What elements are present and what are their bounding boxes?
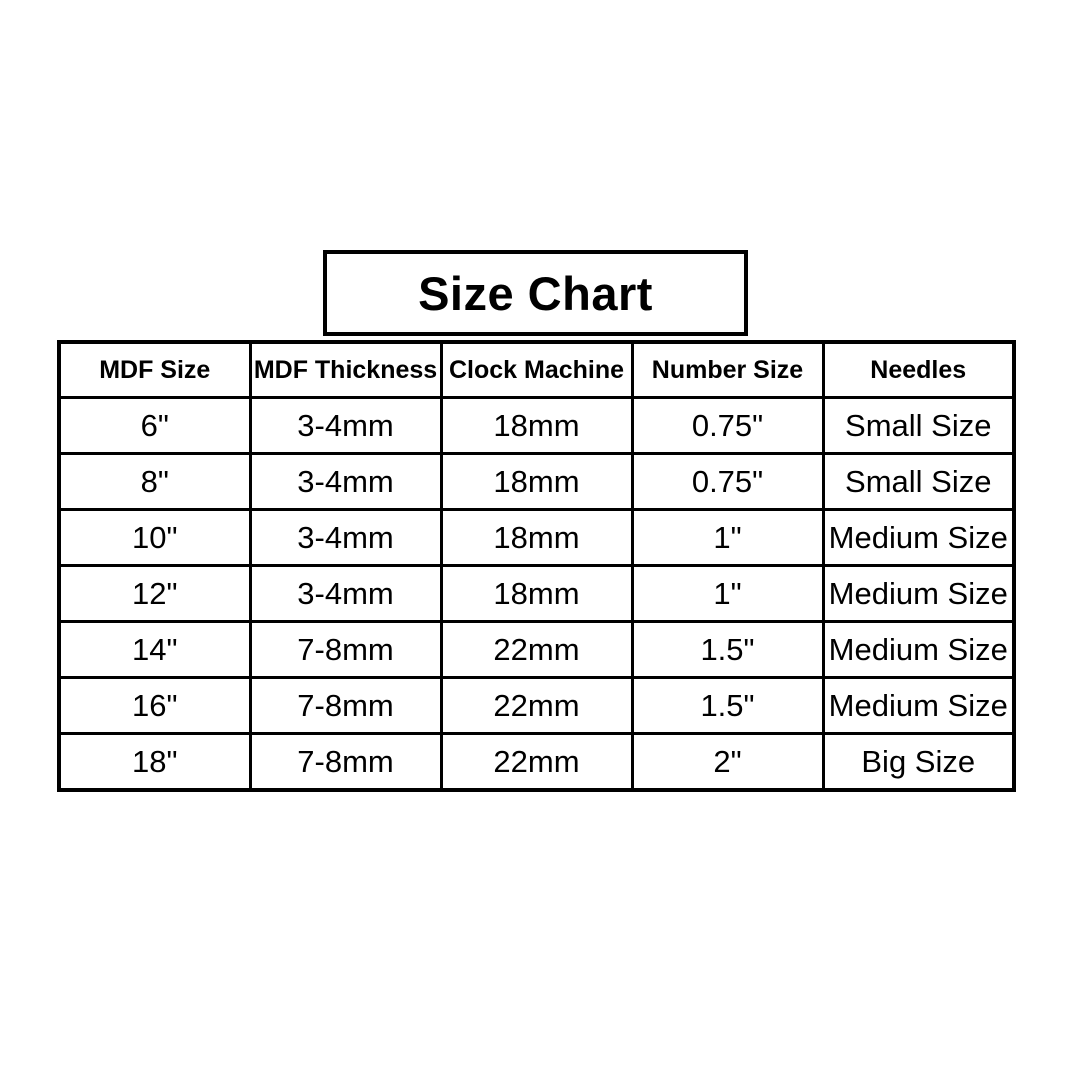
table-row bbox=[59, 734, 1014, 791]
table-cell: Medium Size bbox=[823, 566, 1014, 622]
table-cell: 22mm bbox=[441, 734, 632, 791]
table-cell: 18mm bbox=[441, 566, 632, 622]
table-row bbox=[59, 454, 1014, 510]
size-chart-table-body bbox=[59, 398, 1014, 791]
page-title: Size Chart bbox=[418, 266, 653, 320]
table-cell: 3-4mm bbox=[250, 398, 441, 454]
table-cell: 3-4mm bbox=[250, 454, 441, 510]
column-header: Needles bbox=[823, 342, 1014, 398]
table-cell: 10" bbox=[59, 510, 250, 566]
table-cell: 1" bbox=[632, 566, 823, 622]
table-cell: Small Size bbox=[823, 398, 1014, 454]
table-cell: 12" bbox=[59, 566, 250, 622]
table-cell: 18mm bbox=[441, 454, 632, 510]
table-row bbox=[59, 566, 1014, 622]
table-cell: 1.5" bbox=[632, 622, 823, 678]
table-row bbox=[59, 510, 1014, 566]
table-cell: 22mm bbox=[441, 678, 632, 734]
size-chart-title-box bbox=[323, 250, 748, 336]
table-cell: 18mm bbox=[441, 398, 632, 454]
table-cell: Medium Size bbox=[823, 622, 1014, 678]
table-cell: 14" bbox=[59, 622, 250, 678]
column-header: Number Size bbox=[632, 342, 823, 398]
table-cell: 8" bbox=[59, 454, 250, 510]
table-cell: 6" bbox=[59, 398, 250, 454]
header-row bbox=[59, 342, 1014, 398]
table-cell: 3-4mm bbox=[250, 510, 441, 566]
size-chart-table-head bbox=[59, 342, 1014, 398]
column-header: MDF Size bbox=[59, 342, 250, 398]
table-cell: Small Size bbox=[823, 454, 1014, 510]
table-cell: 18" bbox=[59, 734, 250, 791]
table-cell: 18mm bbox=[441, 510, 632, 566]
table-cell: Big Size bbox=[823, 734, 1014, 791]
table-cell: Medium Size bbox=[823, 678, 1014, 734]
column-header: Clock Machine bbox=[441, 342, 632, 398]
table-row bbox=[59, 398, 1014, 454]
table-cell: 22mm bbox=[441, 622, 632, 678]
table-cell: 7-8mm bbox=[250, 678, 441, 734]
table-row bbox=[59, 678, 1014, 734]
table-cell: 7-8mm bbox=[250, 622, 441, 678]
table-cell: 0.75" bbox=[632, 454, 823, 510]
table-cell: 1" bbox=[632, 510, 823, 566]
size-chart-table bbox=[57, 340, 1016, 792]
table-cell: 2" bbox=[632, 734, 823, 791]
table-cell: 1.5" bbox=[632, 678, 823, 734]
table-cell: 16" bbox=[59, 678, 250, 734]
column-header: MDF Thickness bbox=[250, 342, 441, 398]
table-row bbox=[59, 622, 1014, 678]
table-cell: Medium Size bbox=[823, 510, 1014, 566]
table-cell: 7-8mm bbox=[250, 734, 441, 791]
table-cell: 3-4mm bbox=[250, 566, 441, 622]
table-cell: 0.75" bbox=[632, 398, 823, 454]
